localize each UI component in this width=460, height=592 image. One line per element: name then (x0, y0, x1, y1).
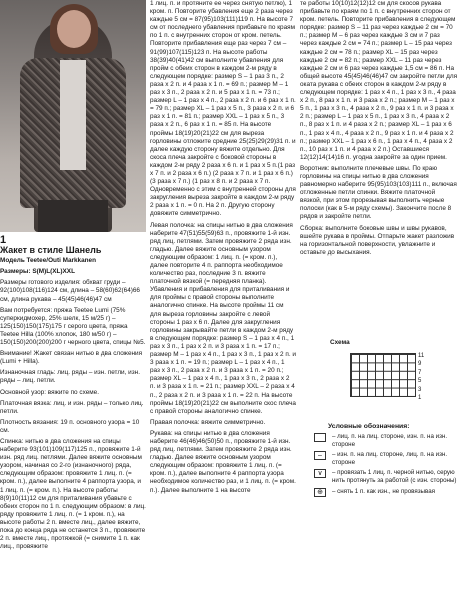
garter-stitch: Платочная вязка: лиц. и изн. ряды – только лиц. петли. (0, 399, 144, 415)
pattern-number: 1 (0, 234, 7, 246)
left-front: Левая полочка: на спицы нитью в два сложения наберите 47(51)55(59)63 п., провяжите 1-й изн. ряд лиц. петлями. Затем провяжите 2 ряда изн. гладью. Далее вяжите основным узором следующим образом: 1 лиц. п. (= кром. п.), далее повторите 4 п. раппорта необходимое количество раз, последние 3 п. вяжите платочной вязкой (= передняя планка). Убавления и прибавления для приталивания и для проймы с правой стороны выполните аналогично спинке. На высоте проймы 11 см для выреза горловины закройте с левой стороны 1 раз х 6 п. Далее для закругления горловины закрывайте петли в каждом 2-м ряду в следующем порядке: размер S – 1 раз х 4 п., 1 раз х 3 п., 1 раз х 2 п. и 3 раза х 1 п. = 17 п.; размер M – 1 раз х 4 п., 1 раз х 3 п., 1 раз х 2 п. и 3 раза х 1 п. = 19 п.; размер L – 1 раз х 4 п., 1 раз х 3 п., 2 раза х 2 п. и 3 раза х 1 п. = 20 п.; размер XL – 1 раз х 4 п., 1 раз х 3 п., 2 раза х 2 п. и 3 раза х 1 п. = 21 п.; размер XXL – 2 раза х 4 п., 2 раза х 2 п. и 3 раза х 1 п. = 22 п. На высоте проймы 18(19)20(21)22 см выполните скос плеча с правой стороны аналогично спинке. (150, 221, 296, 415)
slip-stitch-icon: ⊕ (314, 488, 326, 497)
reverse-stockinette: Изнаночная гладь: лиц. ряды – изн. петли, изн. ряды – лиц. петли. (0, 369, 140, 385)
chart-row-numbers: 11 9 7 5 3 1 (418, 353, 425, 402)
collar: Воротник: выполните плечевые швы. По краю горловины на спицы нитью в два сложения равномерно наберите 95(95)103(103)111 п., включая отложенные петли спинки. Вяжите платочной вязкой, при этом прорезывая выполнить черные полоски (как в 5-м ряду схемы). Закончите после 8 рядов и закройте петли. (300, 164, 457, 221)
chart-grid (350, 353, 416, 397)
chart-label: Схема (330, 339, 350, 346)
sleeves-continued: те работы 10(10)12(12)12 см для скосов рукава прибавьте по краям по 1 п. с внутренних сторон от кром. петель. Повторите прибавления в следующем порядке: размер S – 11 раз через каждые 2 см = 70 п.; размер M – 6 раз через каждые 3 см и 7 раз через каждые 2 см = 74 п.; размер L – 15 раз через каждые 2 см = 78 п.; размер XL – 15 раз через каждые 2 см = 82 п.; размер XXL – 11 раз через каждые 2 см и 6 раз через каждые 1,5 см = 86 п. На общей высоте 45(45)46(46)47 см закройте петли для оката рукава с обеих сторон в каждом 2-м ряду в следующем порядке: 1 раз х 4 п., 1 раз х 3 п., 4 раза х 2 п., 8 раз х 1 п. и 3 раза х 2 п.; размер M – 1 раз х 5 п., 1 раз х 3 п., 4 раза х 2 п., 9 раз х 1 п. и 3 раза х 2 п.; размер L – 1 раз х 5 п., 1 раз х 3 п., 4 раза х 2 п., 8 раз х 1 п. и 4 раза х 2 п.; размер XL – 1 раз х 6 п., 1 раз х 4 п., 4 раза х 2 п., 9 раз х 1 п. и 4 раза х 2 п.; размер XXL – 1 раз х 6 п., 1 раз х 4 п., 4 раза х 2 п., 10 раз х 1 п. и 4 раза х 2 п.) Оставшиеся 12(12)14(14)16 п. угодна закройте за один прием. (300, 0, 458, 161)
legend-item: – лиц. п. на лиц. стороне, изн. п. на изн. стороне (300, 433, 458, 448)
model-photo (0, 0, 146, 232)
attention-note: Внимание! Жакет связан нитью в два сложения (Lumi + Hilla). (0, 350, 143, 366)
finished-size: Размеры готового изделия: обхват груди – 92(100)108(116)124 см, длина – 58(60)62(64)66 см, длина рукава – 45(45)46(46)47 см (0, 279, 140, 303)
gauge: Плотность вязания: 19 п. основного узора = 10 см. (0, 418, 140, 434)
purl-symbol-icon: – (314, 451, 326, 460)
legend-item: – – изн. п. на лиц. стороне, лиц. п. на изн. стороне (300, 451, 458, 466)
legend-item: ⊕ – снять 1 п. как изн., не провязывая (300, 488, 458, 497)
column-3 (300, 0, 458, 260)
sleeves: Рукава: на спицы нитью в два сложения наберите 46(46)46(50)50 п., провяжите 1-й изн. ряд лиц. петлями. Затем провяжите 2 ряда изн. гладью. Далее вяжите основным узором следующим образом: провяжите 1 лиц. п. (= кром. п.), далее выполните 4 раппорта узора необходимое количество раз, и 1 лиц. п. (= кром. п.). Далее выполните 1 на высоте (150, 429, 296, 494)
column-1 (0, 236, 146, 554)
back-continued: 1 лиц. п. и протяните ее через снятую петлю), 1 кром. п. Повторите убавления еще 2 раза через каждые 5 см = 87(95)103(111)119 п. На высоте 7 см от последнего убавления прибавьте по краям по 1 п. с внутренних сторон от кром. петель. Повторите прибавления еще раз через 7 см – 91(99)107(115)123 п. На высоте работы 38(39)40(41)42 см выполните убавления для пройм с обеих сторон в каждом 2-м ряду в следующем порядке: размер S – 1 раз 3 п., 2 раза х 2 п. и 4 раза х 1 п. = 69 п.; размер M – 1 раз х 3 п., 2 раза х 2 п. и 5 раз х 1 п. = 73 п.; размер L – 1 раз х 4 п., 2 раза х 2 п. и 6 раз х 1 п. = 79 п.; размер XL – 1 раз х 5 п., 3 раза х 2 п. и 6 раз х 1 п. = 81 п.; размер XXL – 1 раз х 5 п., 3 раза х 2 п., 6 раз х 1 п. = 85 п. На высоте проймы 18(19)20(21)22 см для выреза горловины отложите средние 25(25)29(29)31 п. и далее каждую сторону вяжите отдельно. Для скоса плеча закройте с боковой стороны в каждом 2-м ряду 2 раза х 6 п. и 1 раз х 5 п.(1 раз х 7 п. и 2 раза х 6 п.) (2 раза х 7 п. и 1 раз х 6 п.) (3 раза х 7 п.) (1 раз х 8 п. и 2 раза х 7 п. Одновременно с этим с внутренней стороны для закругления выреза закройте в каждом 2-м ряду 2 раза х 1 п. = 0 п. На 2 п. Другую сторону довяжите симметрично. (150, 0, 296, 218)
main-pattern: Основной узор: вяжите по схеме. (0, 388, 99, 396)
pattern-title: Жакет в стиле Шанель (0, 245, 102, 256)
column-2 (150, 0, 296, 498)
assembly: Сборка: выполните боковые швы и швы рукавов, вшейте рукава в проймы. Отпарьте жакет разложив на горизонтальной поверхности, увлажните и оставьте до высыхания. (300, 224, 455, 256)
knit-symbol-icon (314, 433, 326, 442)
sizes: Размеры: S(M)L(XL)XXL (0, 268, 75, 276)
legend (300, 423, 458, 500)
materials: Вам потребуется: пряжа Teetee Lumi (75% суперкидмохер, 25% шелк, 15 м/25 г) – 125(150)150(175)175 г серого цвета, пряжа Teetee Hilla (100% хлопок, 180 м/50 г) – 150(150)200(200)200 г черного цвета, спицы №5. (0, 306, 146, 347)
right-front: Правая полочка: вяжите симметрично. (150, 418, 266, 426)
legend-title: Условные обозначения: (328, 423, 410, 430)
legend-item: ∨ – провязать 1 лиц. п. черной нитью, серую нить протянуть за работой (с изн. стороны) (300, 469, 458, 484)
back-instructions: Спинка: нитью в два сложения на спицы наберите 93(101)109(117)125 п., провяжите 1-й изн. ряд лиц. петлями. Далее вяжите основным узором, начиная со 2-го (изнаночного) ряда, следующим образом: провяжите 1 лиц. п. (= кром. п.), далее выполните 4 раппорта узора, и 1 лиц. п. (= кром. п.). На высоте работы 8(9)10(11)12 см для приталивания убавьте с обеих сторон по 1 п. следующим образом: в лиц. ряду провяжите 1 лиц. п. (= 1 кром. п.), на высоте работы 2 п. вместе лиц., далее вяжите, пока до конца ряда не останется 3 п., провяжите 2 п. вместе лиц., протяжкой (= снимите 1 п. как лиц., провяжите (0, 437, 146, 551)
color-stitch-icon: ∨ (314, 469, 326, 478)
model-credit: Модель Teetee/Outi Markkanen (0, 257, 97, 265)
